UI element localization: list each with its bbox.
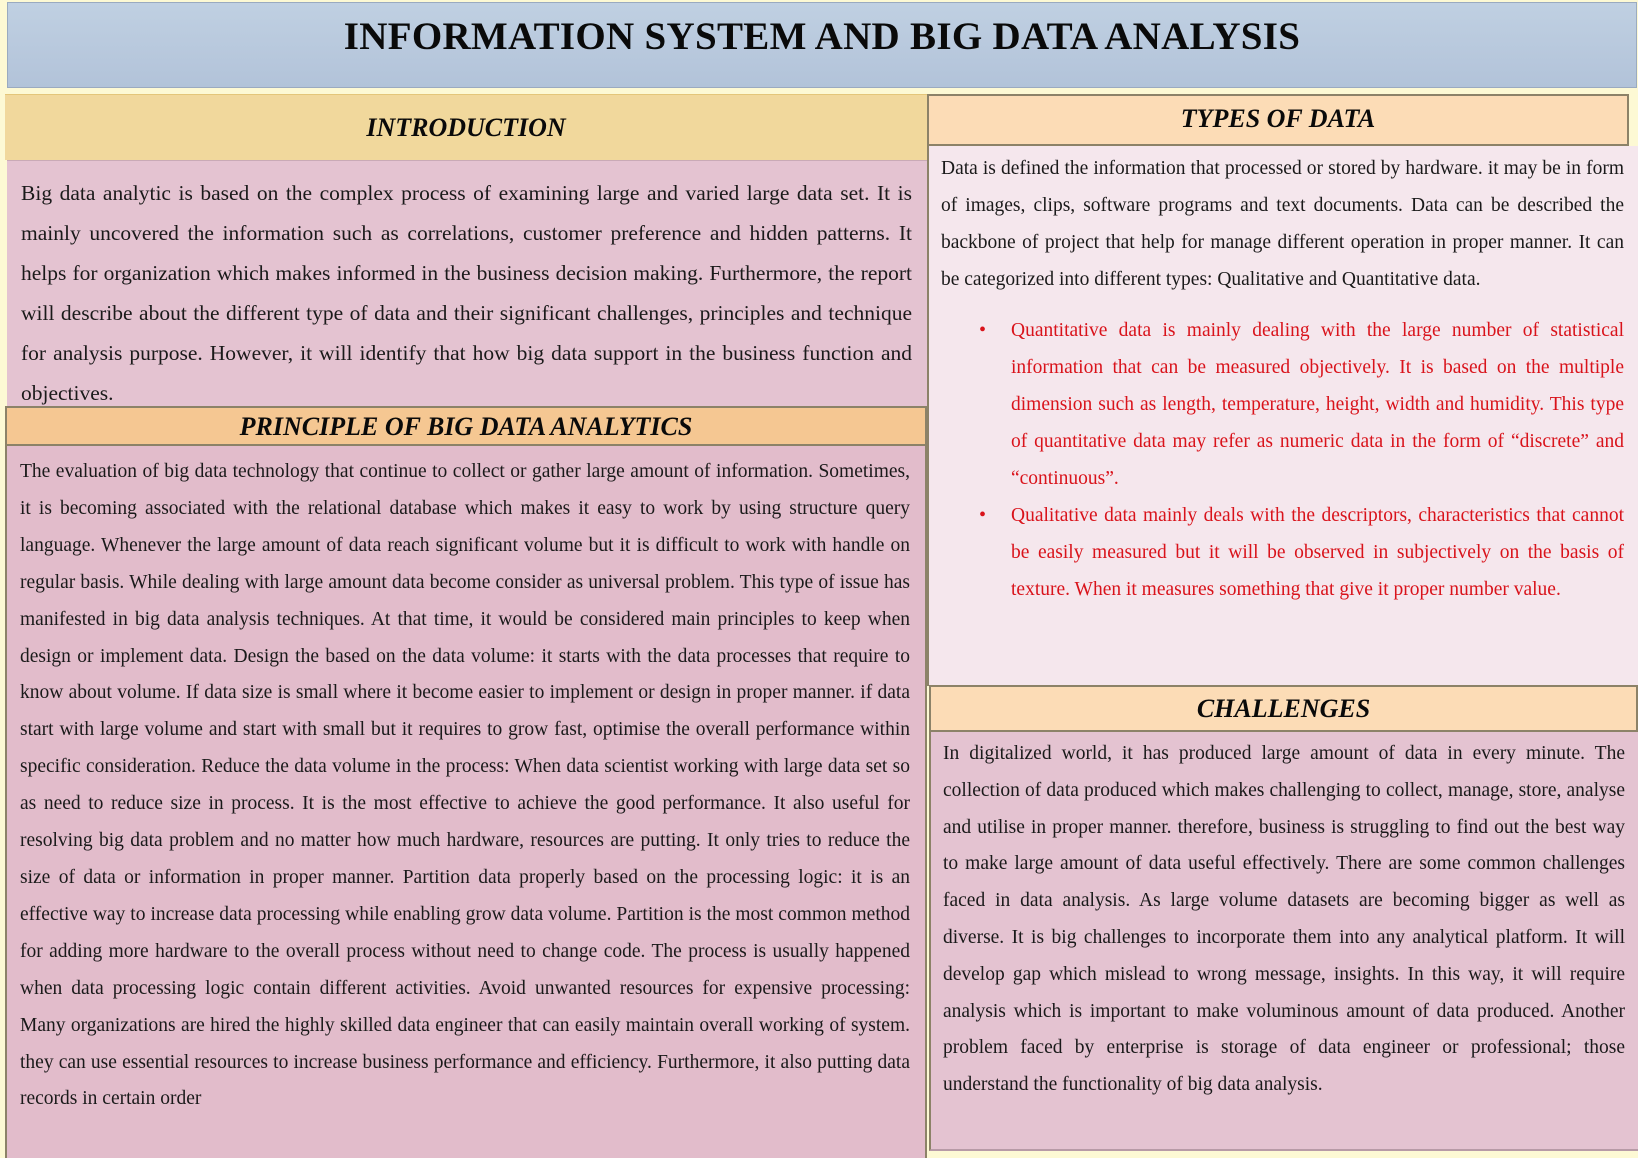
- data-types-list: [941, 312, 1624, 608]
- introduction-header: [5, 94, 927, 160]
- challenges-body: [929, 732, 1638, 1151]
- title-banner: [7, 2, 1637, 88]
- principle-title: PRINCIPLE OF BIG DATA ANALYTICS: [239, 412, 693, 441]
- list-item-qualitative: [941, 497, 1624, 608]
- principle-text: The evaluation of big data technology that continue to collect or gather large amount of information. Sometimes, it is becoming associated with the relational database which makes it easy to work by using structure query language. Whenever the large amount of data reach significant volume but it is difficult to work with handle on regular basis. While dealing with large amount data become consider as universal problem. This type of issue has manifested in big data analysis techniques. At that time, it would be considered main principles to keep when design or implement data. Design the based on the data volume: it starts with the data processes that require to know about volume. If data size is small where it become easier to implement or design in proper manner. if data start with large volume and start with small but it requires to grow fast, optimise the overall performance within specific consideration. Reduce the data volume in the process: When data scientist working with large data set so as need to reduce size in process. It is the most effective to achieve the good performance. It also useful for resolving big data problem and no matter how much hardware, resources are putting. It only tries to reduce the size of data or information in proper manner. Partition data properly based on the processing logic: it is an effective way to increase data processing while enabling grow data volume. Partition is the most common method for adding more hardware to the overall process without need to change code. The process is usually happened when data processing logic contain different activities. Avoid unwanted resources for expensive processing: Many organizations are hired the highly skilled data engineer that can easily maintain overall working of system. they can use essential resources to increase business performance and efficiency. Furthermore, it also putting data records in certain order: [20, 461, 910, 1110]
- introduction-body: [7, 160, 927, 407]
- challenges-title: CHALLENGES: [1196, 694, 1371, 723]
- challenges-text: In digitalized world, it has produced large amount of data in every minute. The collection of data produced which makes challenging to collect, manage, store, analyse and utilise in proper manner. therefore, business is struggling to find out the best way to make large amount of data useful effectively. There are some common challenges faced in data analysis. As large volume datasets are becoming bigger as well as diverse. It is big challenges to incorporate them into any analytical platform. It will develop gap which mislead to wrong message, insights. In this way, it will require analysis which is important to make voluminous amount of data produced. Another problem faced by enterprise is storage of data engineer or professional; those understand the functionality of big data analysis.: [943, 743, 1625, 1096]
- principle-body: [5, 446, 927, 1158]
- bullet-icon: •: [979, 319, 987, 341]
- challenges-header: [929, 685, 1638, 732]
- list-item-text: Quantitative data is mainly dealing with the large number of statistical information that can be measured objectively. It is based on the multiple dimension such as length, temperature, height, width and humidity. This type of quantitative data may refer as numeric data in the form of “discrete” and “continuous”.: [1011, 320, 1624, 489]
- introduction-text: Big data analytic is based on the complex process of examining large and varied large data set. It is mainly uncovered the information such as correlations, customer preference and hidden patterns. It helps for organization which makes informed in the business decision making. Furthermore, the report will describe about the different type of data and their significant challenges, principles and technique for analysis purpose. However, it will identify that how big data support in the business function and objectives.: [21, 181, 912, 405]
- introduction-title: INTRODUCTION: [366, 113, 566, 142]
- list-item-text: Qualitative data mainly deals with the descriptors, characteristics that cannot be easily measured but it will be observed in subjectively on the basis of texture. When it measures something that give it proper number value.: [1011, 505, 1624, 600]
- types-of-data-title: TYPES OF DATA: [1180, 104, 1376, 133]
- page-title: INFORMATION SYSTEM AND BIG DATA ANALYSIS: [343, 15, 1301, 58]
- bullet-icon: •: [979, 504, 987, 526]
- types-of-data-text: Data is defined the information that processed or stored by hardware. it may be in form of images, clips, software programs and text documents. Data can be described the backbone of project that help for manage different operation in proper manner. It can be categorized into different types: Qualitative and Quantitative data.: [941, 158, 1624, 290]
- list-item-quantitative: [941, 312, 1624, 497]
- principle-header: [5, 406, 927, 446]
- types-of-data-header: [927, 94, 1629, 146]
- types-of-data-body: [927, 146, 1638, 686]
